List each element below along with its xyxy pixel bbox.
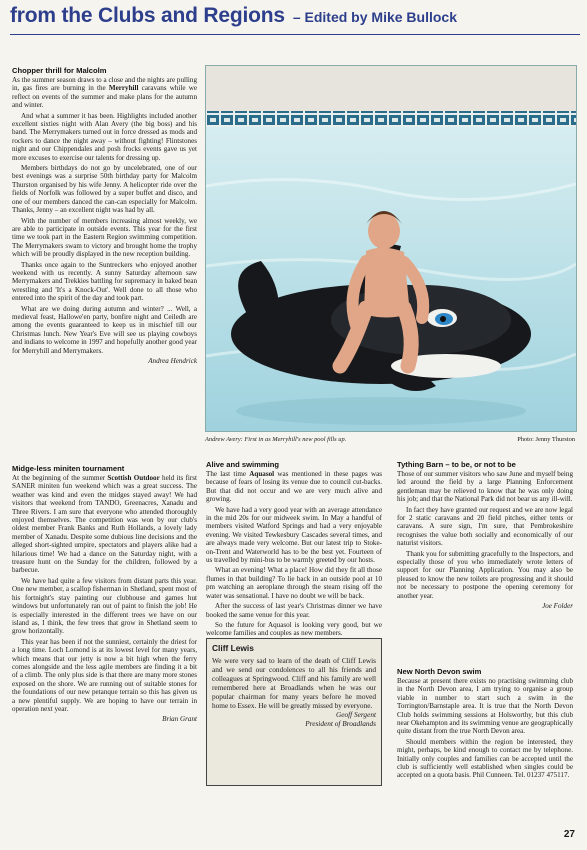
article-paragraph: In fact they have granted our request and we are now legal for 2 static caravans and 20 field pitches, either tents or caravans. A sure sign, I'm sure, that Pembrokeshire recognises the value both socially and economically of our naturist visitors.	[397, 505, 573, 548]
article-paragraph: So the future for Aquasol is looking very good, but we welcome families and couples as new members.	[206, 620, 382, 638]
article-paragraph: The last time Aquasol was mentioned in these pages was because of fears of losing its venue due to council cut-backs. But that did not occur and we are very much alive and growing.	[206, 470, 382, 504]
page-number: 27	[563, 829, 575, 840]
article-paragraph: Members birthdays do not go by uncelebrated, one of our best evenings was a surprise 50th birthday party for Malcolm Thurston organised by his wife Jenny. A helicopter ride over the fields of Norfolk was followed by a super buffet and disco, and one of our members danced the can-can especially for Malcolm. Thanks, Jenny – an excellent night was had by all.	[12, 164, 197, 215]
article-heading: New North Devon swim	[397, 667, 482, 676]
obituary-signature-title: President of Broadlands	[305, 719, 376, 728]
article-heading: Midge-less miniten tournament	[12, 464, 125, 473]
article-paragraph: We have had a very good year with an average attendance in the mid 20s for our midweek swim. In May a handful of members visited Watford Springs and had a very enjoyable evening. We visited Tewkesbury Cascades several times, and are always made very welcome. But our latest trip to Stoke-on-Trent and Waterworld has to be the best yet. Fourteen of us travelled by mini-bus to be warmly greeted by our hosts.	[206, 505, 382, 565]
article-paragraph: Thanks once again to the Suntreckers who enjoyed another weekend with us recently. A sunny Saturday afternoon saw Merrymakers and Trekkies battling for supremacy in baked bean wrestling and 'It's a Knock-Out'. Well done to all those who entered into the spirit of the day and took part.	[12, 260, 197, 303]
article-paragraph: This year has been if not the sunniest, certainly the driest for a long time. Loch Lomond is at its lowest level for many years, which means that our jetty is now a bit high when the ferry comes alongside and the less agile members are finding it a bit of a climb. The only plus side is that there are many more stones exposed on the shore. We are running out of suitable stones for the foundations of our new petanque terrain so this has given us a new plentiful supply. We are hoping to have our terrain in operation next year.	[12, 637, 197, 713]
photo-credit: Photo: Jenny Thurston	[517, 436, 575, 443]
article-midge	[12, 464, 197, 728]
obituary-heading: Cliff Lewis	[212, 643, 254, 653]
author-signature: Joe Folder	[542, 602, 573, 611]
section-editor: – Edited by Mike Bullock	[292, 9, 457, 25]
article-paragraph: Those of our summer visitors who saw June and myself being led around the field by a large Planning Enforcement gentleman may be relieved to know that he was only doing his job; and that the National Park did not bear us any ill-will.	[397, 470, 573, 504]
article-paragraph: What an evening! What a place! How did they fit all those flumes in that building? To lie back in an outside pool at 10 pm watching an aeroplane through the steam rising off the water was sensational. I have no doubt we will be back.	[206, 566, 382, 600]
obituary-signature: Geoff Sergent	[335, 710, 376, 719]
author-signature: Andrea Hendrick	[148, 357, 197, 365]
article-paragraph: Thank you for submitting gracefully to the Inspectors, and especially those of you who immediately wrote letters of support for our Planning Application. You may also be pleased to know the new toilets are progressing and it should not be necessary to postpone the opening ceremony for another year.	[397, 549, 573, 600]
article-chopper	[12, 66, 197, 369]
article-paragraph: Should members within the region be interested, they might, perhaps, be kind enough to contact me by telephone. Initially only couples and families can be accepted until the club is sufficiently well established when singles could be accepted on a quota basis. Phil Cunneen. Tel. 01237 475117.	[397, 737, 573, 780]
obituary-box	[206, 638, 382, 786]
article-heading: Alive and swimming	[206, 460, 280, 469]
pool-photo	[205, 65, 577, 432]
obituary-text: We were very sad to learn of the death of Cliff Lewis and we send our condolences to all his friends and colleagues at Springwood. Cliff and his family are well remembered here at Broadlands when he was our popular chairman for many years before he moved home to Essex. He will be greatly missed by everyone.	[212, 656, 376, 710]
article-paragraph: And what a summer it has been. Highlights included another excellent sixties night with Alan Avery (the big boss) and his band. The Merrymakers turned out in force dressed as mods and rockers to dance the night away – without fighting! Flintstones night and our Chippendales and posh frocks events gave us yet more excuses to exercise our talents for dressing up.	[12, 111, 197, 162]
article-paragraph: At the beginning of the summer Scottish Outdoor held its first SANER miniten fun weekend which was a great success. The weather was kind and even the midges stayed away! We had visitors that weekend from TANDO, Greenacres, Xanadu and Three Rivers. I am sure that everyone who attended thoroughly enjoyed themselves. The competition was won by our club's oldest member Frank Banks and Ruth Hollands, a lovely lady member of Xanadu. Despite some dubious line decisions and the alleged short-sighted umpire, spectators and players alike had a hilarious time! We had a dance on the Saturday night, with a treasure hunt on the Sunday for the children, followed by a barbecue.	[12, 474, 198, 575]
article-paragraph: After the success of last year's Christmas dinner we have booked the same venue for this year.	[206, 602, 382, 619]
article-paragraph: As the summer season draws to a close and the nights are pulling in, gas fires are burning in the Merryhill caravans while we reflect on events of the summer and make plans for the autumn and winter.	[12, 76, 197, 110]
article-aquasol	[206, 460, 382, 640]
page-masthead	[10, 4, 580, 34]
article-heading: Tything Barn – to be, or not to be	[397, 460, 516, 469]
article-paragraph: With the number of members increasing almost weekly, we are able to participate in outside events. This year for the first time we took part in the Eastern Region swimming competition. The Merrymakers swam to victory and brought home the trophy which will be proudly displayed in the new reception building.	[12, 216, 197, 259]
article-paragraph: What are we doing during autumn and winter? ... Well, a medieval feast, Hallowe'en party, bonfire night and Ceiledh are among the events guaranteed to keep us in mischief till our Christmas lunch. New Year's Eve will see us playing cowboys and indians to welcome in 1997 and hopefully another good year for Merryhill and Merrymakers.	[12, 304, 197, 355]
article-paragraph: Because at present there exists no practising swimming club in the North Devon area, I am trying to organise a group viable in number to start such a swim in the Torrington/Barnstaple area. It is true that the North Devon Club holds swimming sessions at Holsworthy, but this club near Okehampton and its swimming venue are geographically quite distant from the true North Devon area.	[397, 677, 573, 736]
masthead-rule	[10, 34, 580, 35]
article-heading: Chopper thrill for Malcolm	[12, 66, 107, 75]
pool-photo-image	[206, 66, 576, 431]
section-title: from the Clubs and Regions	[10, 4, 285, 27]
author-signature: Brian Grant	[162, 715, 197, 724]
article-paragraph: We have had quite a few visitors from distant parts this year. One new member, a scallop fisherman in Shetland, spent most of his fortnight's stay painting our clubhouse and games hut windows but unfortunately ran out of paint to finish the job! He is especially interested in the different trees we have on our island as, I think, the few trees that grow in Shetland seem to grow horizontally.	[12, 576, 197, 636]
article-tything	[397, 460, 573, 615]
article-devon	[397, 667, 573, 782]
photo-caption: Andrew Avery: First in as Merryhill's new pool fills up.	[205, 436, 347, 443]
